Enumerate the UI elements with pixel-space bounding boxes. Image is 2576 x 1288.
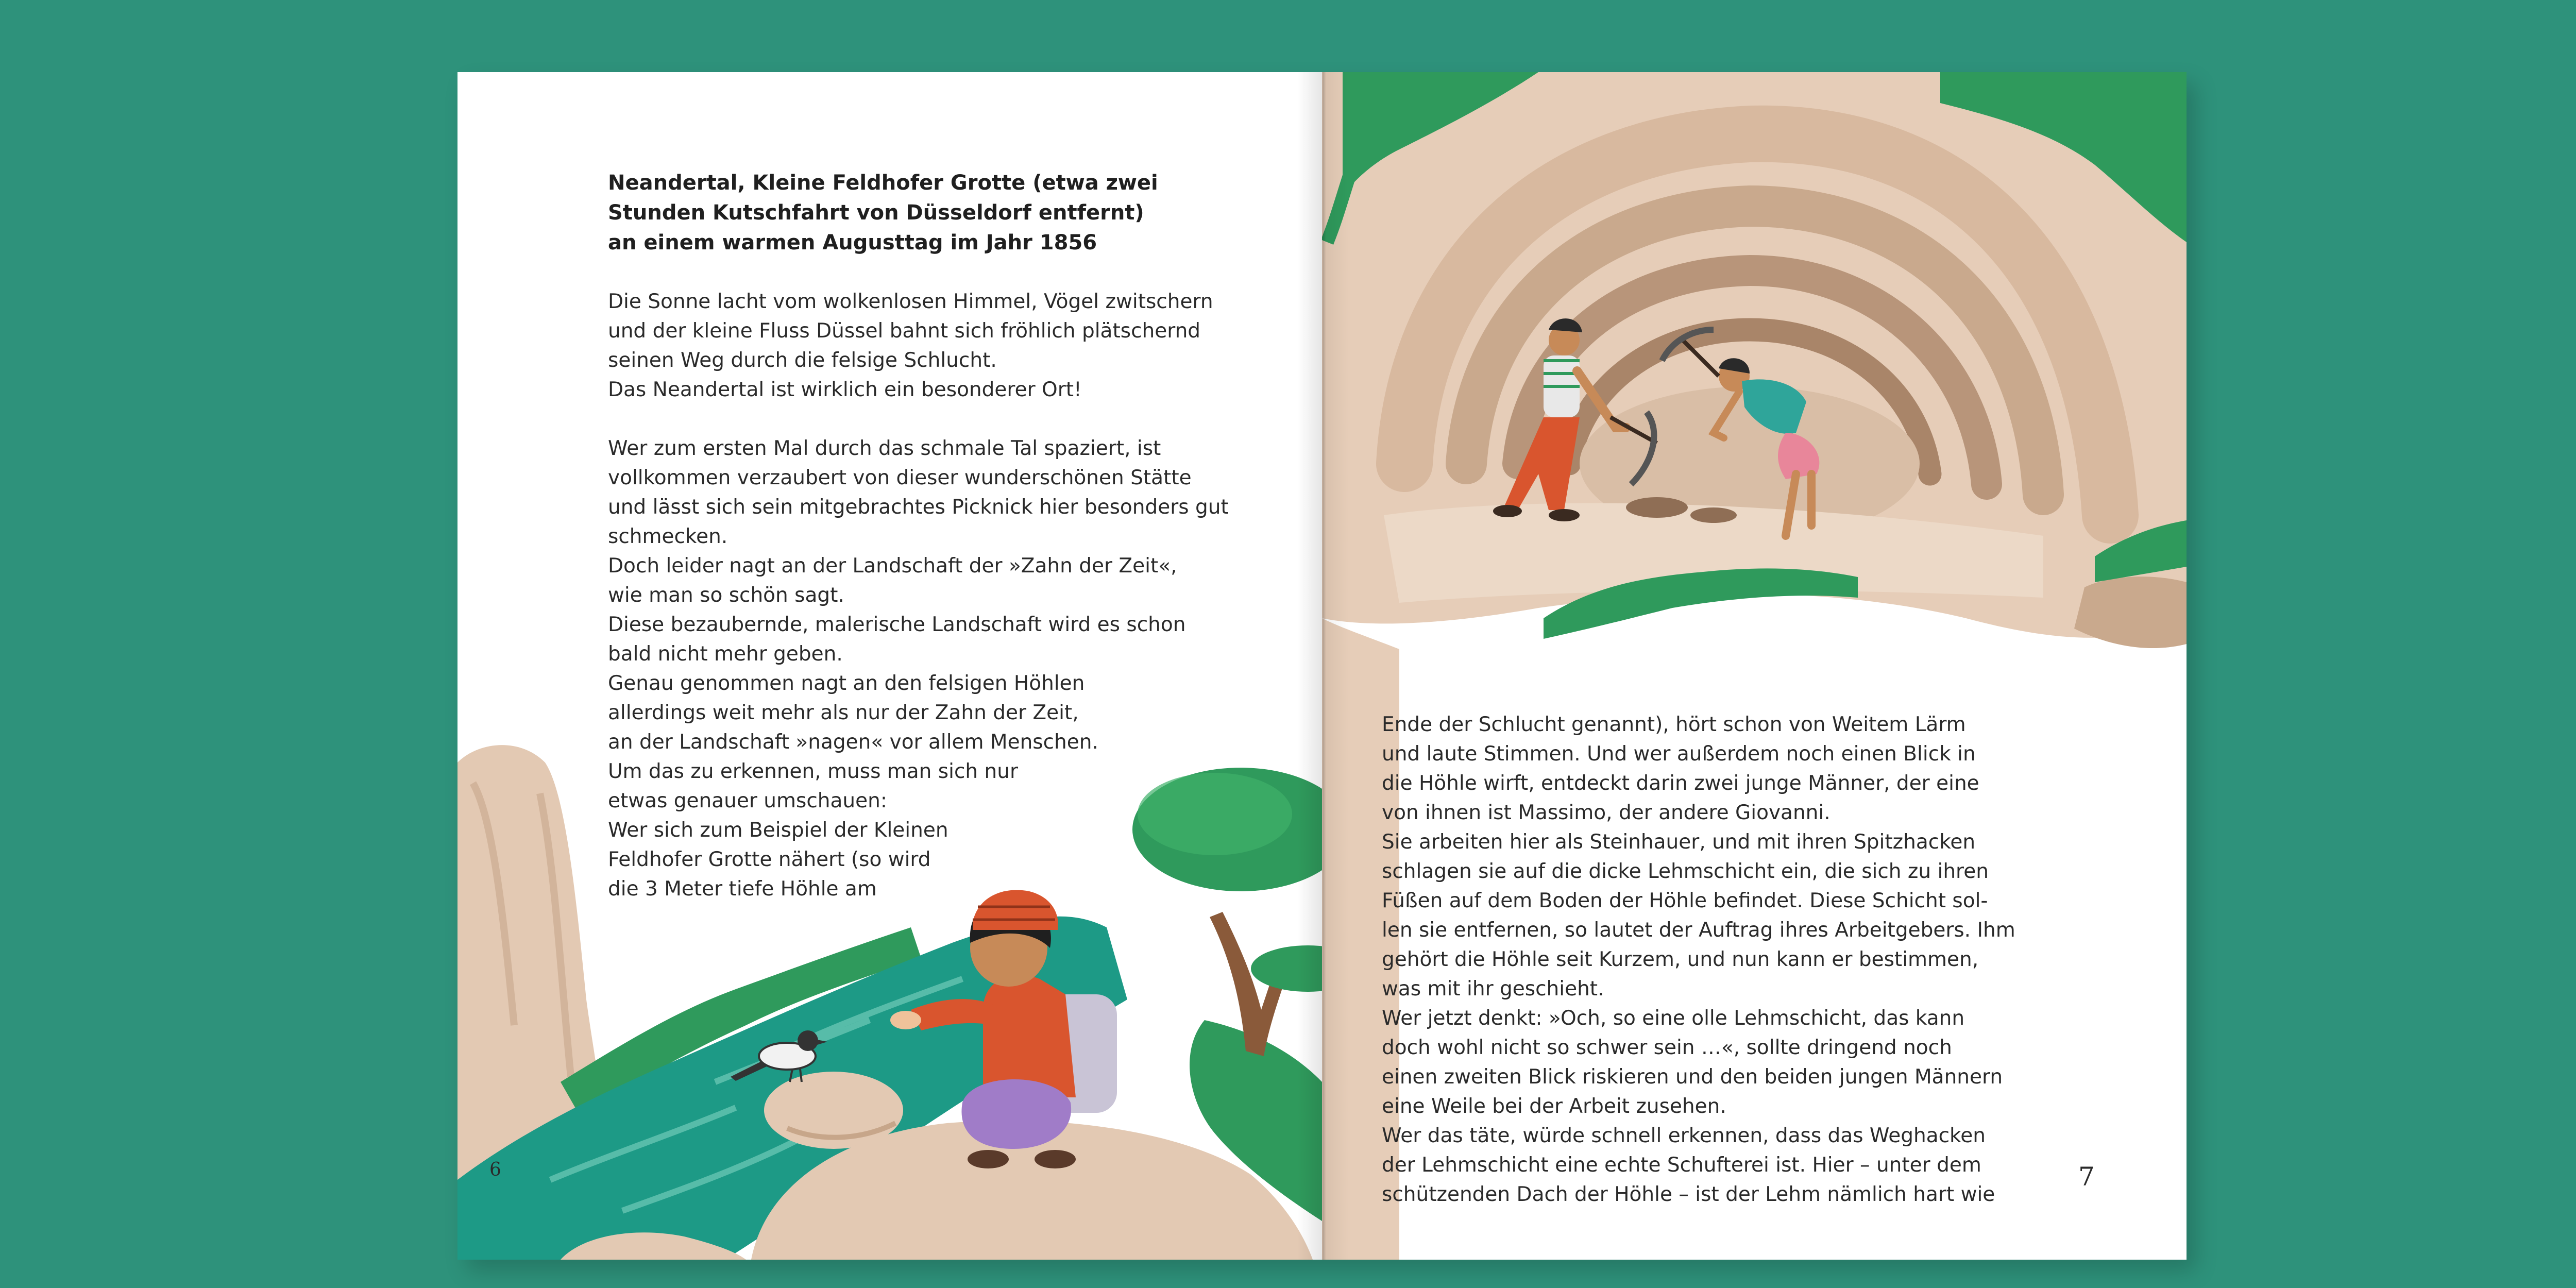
text-line: Wer sich zum Beispiel der Kleinen [608,819,948,842]
text-line: Um das zu erkennen, muss man sich nur [608,760,1018,783]
heading-line-3: an einem warmen Augusttag im Jahr 1856 [608,231,1097,255]
text-line: und der kleine Fluss Düssel bahnt sich fröhlich plätschernd [608,319,1201,343]
text-line: Genau genommen nagt an den felsigen Höhlen [608,672,1085,695]
text-line: schlagen sie auf die dicke Lehmschicht ein, die sich zu ihren [1382,860,1989,883]
left-page [457,72,1322,1260]
text-line: Das Neandertal ist wirklich ein besonderer Ort! [608,378,1082,401]
text-line: allerdings weit mehr als nur der Zahn der Zeit, [608,701,1079,724]
text-line: Ende der Schlucht genannt), hört schon von Weitem Lärm [1382,713,1966,736]
text-line: Wer das täte, würde schnell erkennen, dass das Weghacken [1382,1124,1986,1147]
text-line: eine Weile bei der Arbeit zusehen. [1382,1095,1726,1118]
text-line: Sie arbeiten hier als Steinhauer, und mit ihren Spitzhacken [1382,831,1976,854]
text-line: vollkommen verzaubert von dieser wunderschönen Stätte [608,466,1192,489]
open-book [457,72,2187,1260]
text-line: Füßen auf dem Boden der Höhle befindet. Diese Schicht sol- [1382,889,1988,912]
text-line: schmecken. [608,525,728,548]
text-line: Wer jetzt denkt: »Och, so eine olle Lehmschicht, das kann [1382,1007,1965,1030]
text-line: etwas genauer umschauen: [608,789,887,812]
text-line: die Höhle wirft, entdeckt darin zwei junge Männer, der eine [1382,772,1979,795]
text-line: seinen Weg durch die felsige Schlucht. [608,349,997,372]
text-line: an der Landschaft »nagen« vor allem Menschen. [608,731,1098,754]
text-line: bald nicht mehr geben. [608,642,843,666]
text-line: len sie entfernen, so lautet der Auftrag ihres Arbeitgebers. Ihm [1382,919,2015,942]
text-line: was mit ihr geschieht. [1382,977,1604,1001]
text-line: Diese bezaubernde, malerische Landschaft wird es schon [608,613,1186,636]
text-line: einen zweiten Blick riskieren und den beiden jungen Männern [1382,1065,2003,1089]
text-line: doch wohl nicht so schwer sein …«, sollte dringend noch [1382,1036,1952,1059]
text-line: und lässt sich sein mitgebrachtes Picknick hier besonders gut [608,496,1229,519]
text-line: die 3 Meter tiefe Höhle am [608,877,877,901]
left-text-block [608,168,1229,904]
text-line: Feldhofer Grotte nähert (so wird [608,848,931,871]
heading-line-1: Neandertal, Kleine Feldhofer Grotte (etwa zwei [608,171,1158,195]
text-line: gehört die Höhle seit Kurzem, und nun kann er bestimmen, [1382,948,1979,971]
right-text-block [1382,710,2015,1209]
heading-line-2: Stunden Kutschfahrt von Düsseldorf entfernt) [608,201,1144,225]
text-line: der Lehmschicht eine echte Schufterei ist. Hier – unter dem [1382,1154,1981,1177]
text-line: und laute Stimmen. Und wer außerdem noch einen Blick in [1382,742,1976,766]
text-line: Doch leider nagt an der Landschaft der »Zahn der Zeit«, [608,554,1177,578]
right-page [1322,72,2187,1260]
text-line: schützenden Dach der Höhle – ist der Lehm nämlich hart wie [1382,1183,1995,1206]
page-number-left: 6 [489,1159,501,1180]
page-number-right: 7 [2078,1162,2095,1192]
text-line: Wer zum ersten Mal durch das schmale Tal spaziert, ist [608,437,1161,460]
text-line: wie man so schön sagt. [608,584,844,607]
text-line: Die Sonne lacht vom wolkenlosen Himmel, Vögel zwitschern [608,290,1213,313]
text-line: von ihnen ist Massimo, der andere Giovanni. [1382,801,1831,824]
